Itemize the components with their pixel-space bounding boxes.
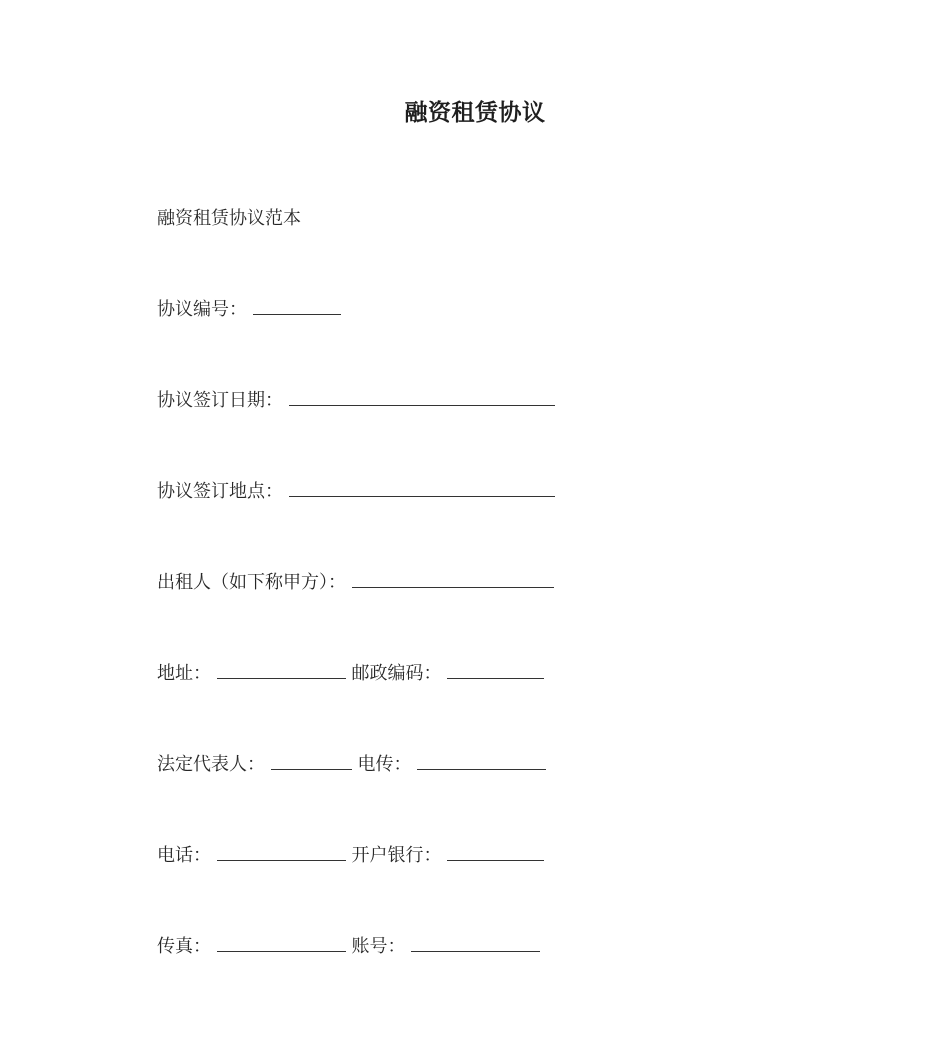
- address-row: [157, 662, 544, 686]
- lessor-label: 出租人（如下称甲方）：: [157, 572, 346, 593]
- address-blank[interactable]: [217, 664, 346, 679]
- phone-row: [157, 844, 544, 868]
- fax-label: 传真：: [157, 936, 211, 957]
- agreement-no-blank[interactable]: [253, 300, 341, 315]
- phone-blank[interactable]: [217, 846, 346, 861]
- sign-place-label: 协议签订地点：: [157, 481, 283, 502]
- agreement-no-label: 协议编号：: [157, 299, 247, 320]
- telegraph-blank[interactable]: [417, 755, 546, 770]
- account-label: 账号：: [351, 936, 406, 957]
- sign-date-blank[interactable]: [289, 391, 555, 406]
- legal-rep-label: 法定代表人：: [157, 754, 265, 775]
- bank-blank[interactable]: [447, 846, 544, 861]
- document-title: 融资租赁协议: [404, 100, 546, 126]
- lessor-row: [157, 571, 554, 595]
- phone-label: 电话：: [157, 845, 211, 866]
- fax-row: [157, 935, 540, 959]
- legal-rep-blank[interactable]: [271, 755, 352, 770]
- legal-rep-row: [157, 753, 546, 777]
- lessor-blank[interactable]: [352, 573, 554, 588]
- sign-place-row: [157, 480, 555, 504]
- telegraph-label: 电传：: [357, 754, 412, 775]
- sign-date-row: [157, 389, 555, 413]
- postcode-label: 邮政编码：: [351, 663, 442, 684]
- sign-date-label: 协议签订日期：: [157, 390, 283, 411]
- sign-place-blank[interactable]: [289, 482, 555, 497]
- document-subtitle: 融资租赁协议范本: [157, 208, 301, 229]
- postcode-blank[interactable]: [447, 664, 544, 679]
- address-label: 地址：: [157, 663, 211, 684]
- account-blank[interactable]: [411, 937, 540, 952]
- fax-blank[interactable]: [217, 937, 346, 952]
- bank-label: 开户银行：: [351, 845, 442, 866]
- agreement-no-row: [157, 298, 341, 322]
